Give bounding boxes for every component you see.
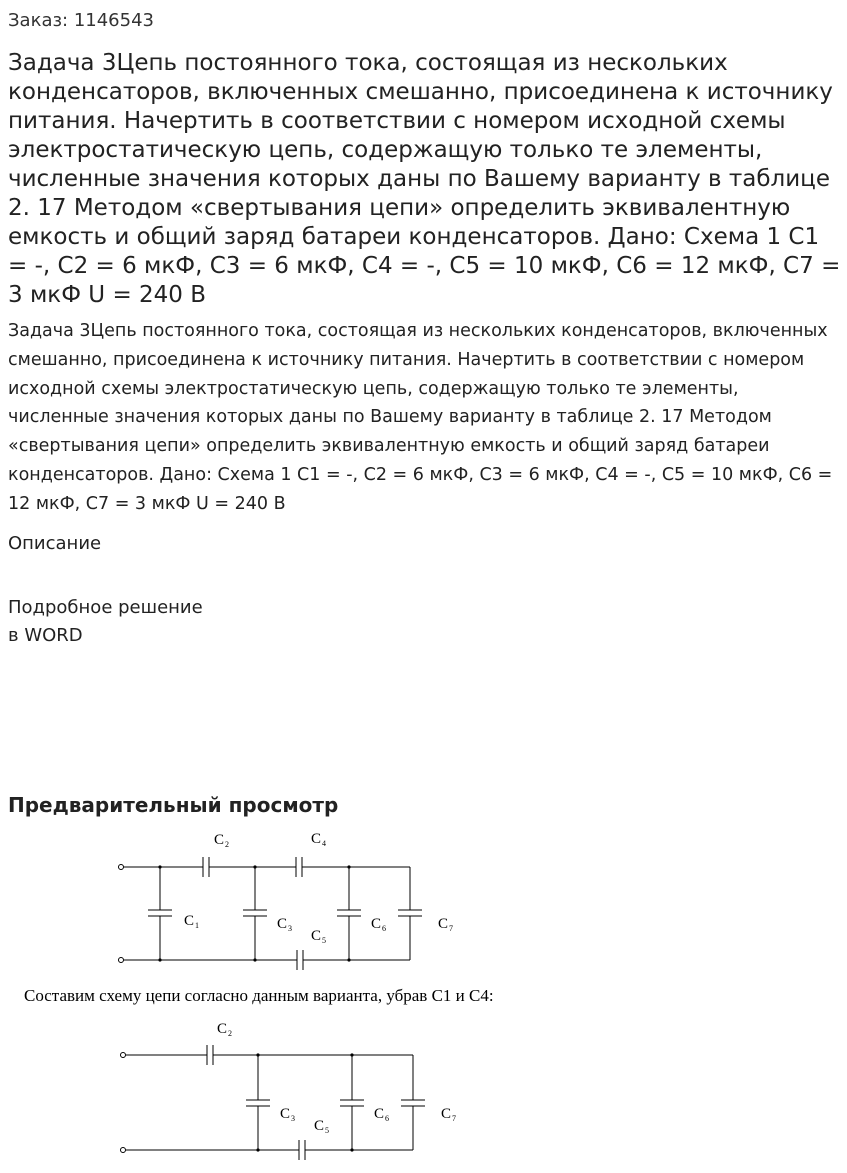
label-c5-sub: 5 — [322, 936, 326, 945]
terminal-top — [119, 865, 124, 870]
description-line-2: в WORD — [8, 625, 83, 646]
preview-area — [0, 820, 847, 1173]
label-c6-sub: 6 — [382, 924, 386, 933]
label2-c7-sub: 7 — [452, 1114, 456, 1123]
task-body: Задача 3Цепь постоянного тока, состоящая из нескольких конденсаторов, включенных смешанно, присоединена к источнику питания. Начертить в соответствии с номером исходной схемы электростатическую цепь, содержащую только те элементы, численные значения которых даны по Вашему варианту в таблице 2. 17 Методом «свертывания цепи» определить эквивалентную емкость и общий заряд батареи конденсаторов. Дано: Схема 1 С1 = -, С2 = 6 мкФ, С3 = 6 мкФ, С4 = -, С5 = 10 мкФ, С6 = 12 мкФ, С7 = 3 мкФ U = 240 В — [8, 321, 833, 514]
label-c7-sub: 7 — [449, 924, 453, 933]
label2-c3: C — [280, 1106, 291, 1122]
description-text — [8, 594, 203, 650]
label-c1-sub: 1 — [195, 921, 199, 930]
label-c7: C — [438, 916, 449, 932]
label2-c6-sub: 6 — [385, 1114, 389, 1123]
circuit-diagram-original — [0, 820, 847, 980]
label2-c6: C — [374, 1106, 385, 1122]
label-c1: C — [184, 913, 195, 929]
description-line-1: Подробное решение — [8, 597, 203, 618]
label2-c7: C — [441, 1106, 452, 1122]
task-title: Задача 3Цепь постоянного тока, состоящая из нескольких конденсаторов, включенных смешанно, присоединена к источнику питания. Начертить в соответствии с номером исходной схемы электростатическую цепь, содержащую только те элементы, численные значения которых даны по Вашему варианту в таблице 2. 17 Методом «свертывания цепи» определить эквивалентную емкость и общий заряд батареи конденсаторов. Дано: Схема 1 С1 = -, С2 = 6 мкФ, С3 = 6 мкФ, С4 = -, С5 = 10 мкФ, С6 = 12 мкФ, С7 = 3 мкФ U = 240 В — [8, 50, 841, 308]
label2-c2: C — [217, 1021, 228, 1037]
label-c4: C — [311, 831, 322, 847]
description-heading: Описание — [8, 533, 102, 554]
label2-c3-sub: 3 — [291, 1114, 295, 1123]
label-c2-sub: 2 — [225, 840, 229, 849]
label-c3-sub: 3 — [288, 924, 292, 933]
label-c5: C — [311, 928, 322, 944]
circuit-diagram-reduced — [0, 1020, 847, 1173]
label-c2: C — [214, 832, 225, 848]
label2-c5: C — [314, 1118, 325, 1134]
terminal-bottom — [119, 958, 124, 963]
label-c3: C — [277, 916, 288, 932]
preview-heading: Предварительный просмотр — [8, 793, 339, 817]
terminal-top-2 — [121, 1053, 126, 1058]
order-number: Заказ: 1146543 — [8, 10, 154, 31]
preview-caption: Составим схему цепи согласно данным варианта, убрав С1 и С4: — [24, 986, 494, 1005]
label2-c2-sub: 2 — [228, 1029, 232, 1038]
label2-c5-sub: 5 — [325, 1126, 329, 1135]
terminal-bottom-2 — [121, 1148, 126, 1153]
label-c6: C — [371, 916, 382, 932]
label-c4-sub: 4 — [322, 839, 326, 848]
